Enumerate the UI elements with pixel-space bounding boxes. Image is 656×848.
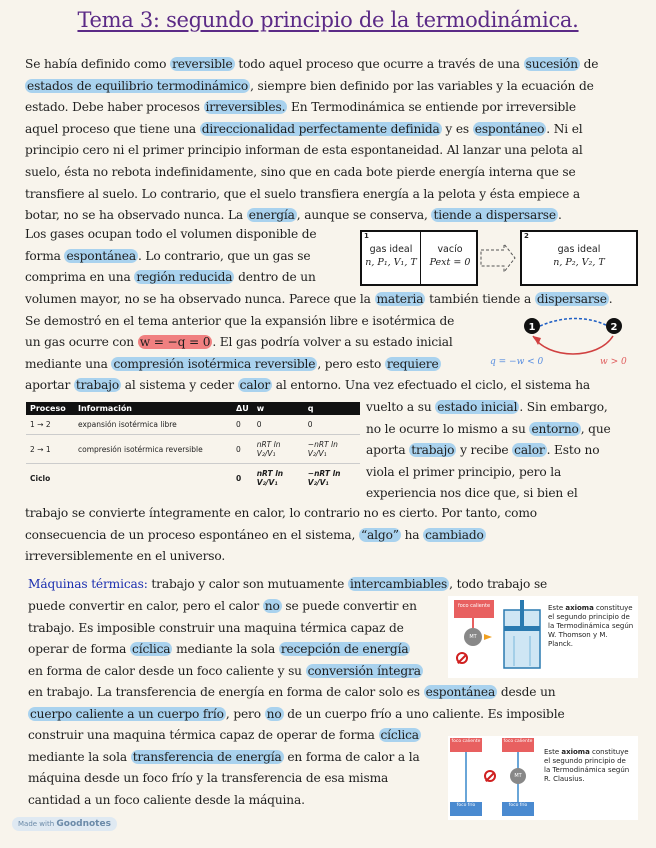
badge-prefix: Made with <box>18 820 55 828</box>
work-arrow-icon <box>484 634 492 640</box>
table-header: Información <box>74 402 232 415</box>
paragraph-conclusion <box>25 503 645 568</box>
heat-label: q = −w < 0 <box>490 357 544 367</box>
partition-wall <box>420 232 421 284</box>
return-arrow <box>533 336 613 354</box>
text-line: estados de equilibrio termodinámico , siempre bien definido por las variables y la ecuación de <box>27 78 594 93</box>
prohibited-icon <box>456 652 468 664</box>
gas-label: gas ideal <box>557 244 601 255</box>
text-line: cuerpo caliente a un cuerpo frío , pero no de un cuerpo frío a uno caliente. Es imposible <box>30 706 565 721</box>
text-line: estado. Debe haber procesos irreversibles. En Termodinámica se entiende por irreversible <box>25 100 576 115</box>
gas-label: gas ideal <box>369 244 413 255</box>
paragraph-right-column <box>366 397 636 505</box>
paragraph-reversibility <box>25 54 630 227</box>
text-line: trabajo se convierte íntegramente en calor, lo contrario no es cierto. Por tanto, como <box>25 506 537 520</box>
table-cell: Ciclo <box>26 464 74 493</box>
cold-source: foco frío <box>450 802 482 816</box>
text-line: aporta trabajo y recibe calor . Esto no <box>366 443 600 458</box>
text-line: Se demostró en el tema anterior que la expansión libre e isotérmica de <box>25 313 455 328</box>
gas-vars: n, P₂, V₂, T <box>553 257 605 268</box>
dashed-arrow-icon <box>478 240 518 276</box>
table-cell: nRT ln V₂/V₁ <box>253 435 304 464</box>
table-cell: 1 → 2 <box>26 415 74 435</box>
clausius-card <box>448 736 638 820</box>
forward-arrow <box>540 319 608 327</box>
node-label-1: 1 <box>528 322 536 333</box>
piston-icon <box>500 600 544 672</box>
gas-vars: n, P₁, V₁, T <box>365 257 417 268</box>
vacuum-pressure: Pext = 0 <box>429 257 471 268</box>
engine-circle: MT <box>464 628 482 646</box>
text-line: mediante una compresión isotérmica reversible , pero esto requiere <box>25 356 439 371</box>
engine-circle: MT <box>510 768 526 784</box>
table-cell: 0 <box>304 415 360 435</box>
hot-source: foco caliente <box>502 738 534 752</box>
paragraph-gases <box>25 224 365 289</box>
table-row <box>26 464 360 493</box>
text-line: máquina desde un foco frío y la transferencia de esa misma <box>28 771 389 786</box>
kelvin-planck-card <box>448 596 638 678</box>
table-cell <box>74 464 232 493</box>
cycle-diagram <box>488 312 638 372</box>
table-header: q <box>304 402 360 415</box>
node-label-2: 2 <box>610 322 618 333</box>
table-cell: 0 <box>253 415 304 435</box>
paragraph-heat-engines-mid <box>28 682 648 725</box>
section-heading: Máquinas térmicas: <box>28 577 148 591</box>
text-line: Se había definido como reversible todo aquel proceso que ocurre a través de una sucesión de <box>25 57 599 71</box>
table-header: w <box>253 402 304 415</box>
axiom-text: Este axioma constituye el segundo principio de la Termodinámica según R. Clausius. <box>544 748 630 783</box>
hot-source: foco caliente <box>450 738 482 752</box>
axiom-text: Este axioma constituye el segundo principio de la Termodinámica según W. Thomson y M. Planck. <box>548 604 634 648</box>
text-line: experiencia nos dice que, si bien el <box>366 486 578 501</box>
text-line: irreversiblemente en el universo. <box>25 549 226 564</box>
table-header: Proceso <box>26 402 74 415</box>
paragraph-heat-engines-top <box>28 574 638 596</box>
text-line: principio cero ni el primer principio informan de esta espontaneidad. Al lanzar una pelota al <box>25 143 583 158</box>
prohibited-icon <box>484 770 496 782</box>
corner-label: 2 <box>524 232 529 240</box>
hot-source: foco caliente <box>454 600 494 618</box>
text-line: puede convertir en calor, pero el calor no se puede convertir en <box>28 599 417 613</box>
table-cell: 0 <box>232 464 253 493</box>
corner-label: 1 <box>364 232 369 240</box>
table-cell: compresión isotérmica reversible <box>74 435 232 464</box>
cold-source: foco frío <box>502 802 534 816</box>
final-state-box <box>520 230 638 286</box>
table-cell: nRT ln V₂/V₁ <box>253 464 304 493</box>
table-cell: 0 <box>232 415 253 435</box>
table-row <box>26 415 360 435</box>
text-line: botar, no se ha observado nunca. La energía , aunque se conserva, tiende a dispersarse . <box>25 208 562 223</box>
table-cell: 0 <box>232 435 253 464</box>
text-line: consecuencia de un proceso espontáneo en el sistema, “algo” ha cambiado <box>25 527 484 542</box>
text-line: no le ocurre lo mismo a su entorno , que <box>366 421 611 436</box>
text-line: Máquinas térmicas: trabajo y calor son mutuamente intercambiables , todo trabajo se <box>28 577 548 591</box>
text-line: comprima en una región reducida dentro de un <box>25 270 316 285</box>
table-cell: −nRT ln V₂/V₁ <box>304 464 360 493</box>
vacuum-label: vacío <box>437 244 463 255</box>
text-line: transfiere al suelo. Lo contrario, que el suelo transfiera energía a la pelota y ésta empiece a <box>25 186 580 201</box>
text-line: vuelto a su estado inicial . Sin embargo, <box>366 400 608 414</box>
text-line: viola el primer principio, pero la <box>366 464 562 479</box>
text-line: operar de forma cíclica mediante la sola recepción de energía <box>28 642 409 657</box>
badge-brand: Goodnotes <box>56 819 111 829</box>
table-cell: expansión isotérmica libre <box>74 415 232 435</box>
table-cell: −nRT ln V₂/V₁ <box>304 435 360 464</box>
text-line: trabajo. Es imposible construir una maquina térmica capaz de <box>28 620 404 635</box>
text-line: aportar trabajo al sistema y ceder calor al entorno. Una vez efectuado el ciclo, el sistema ha <box>25 378 591 393</box>
text-line: un gas ocurre con w = −q = 0 . El gas podría volver a su estado inicial <box>25 335 453 350</box>
text-line: volumen mayor, no se ha observado nunca. Parece que la materia también tiende a dispersarse . <box>25 292 613 306</box>
page-title: Tema 3: segundo principio de la termodinámica. <box>77 8 579 32</box>
table-row <box>26 435 360 464</box>
table-cell: 2 → 1 <box>26 435 74 464</box>
expansion-diagram <box>360 230 640 288</box>
cycle-table <box>26 402 360 492</box>
text-line: aquel proceso que tiene una direccionalidad perfectamente definida y es espontáneo . Ni el <box>25 121 583 136</box>
text-line: construir una maquina térmica capaz de operar de forma cíclica <box>28 728 419 742</box>
paragraph-heat-engines-bottom <box>28 725 448 811</box>
text-line: suelo, ésta no rebota indefinidamente, sino que en cada bote pierde energía interna que se <box>25 164 576 179</box>
text-line: mediante la sola transferencia de energía en forma de calor a la <box>28 749 420 764</box>
paragraph-heat-engines <box>28 596 448 682</box>
text-line: forma espontánea . Lo contrario, que un gas se <box>25 248 311 263</box>
text-line: en trabajo. La transferencia de energía en forma de calor solo es espontánea desde un <box>28 685 556 699</box>
text-line: cantidad a un foco caliente desde la máquina. <box>28 792 305 807</box>
work-label: w > 0 <box>600 357 627 367</box>
goodnotes-badge[interactable] <box>12 817 117 831</box>
table-header: ΔU <box>232 402 253 415</box>
initial-state-box <box>360 230 478 286</box>
text-line: en forma de calor desde un foco caliente y su conversión íntegra <box>28 663 421 678</box>
text-line: Los gases ocupan todo el volumen disponible de <box>25 227 317 241</box>
